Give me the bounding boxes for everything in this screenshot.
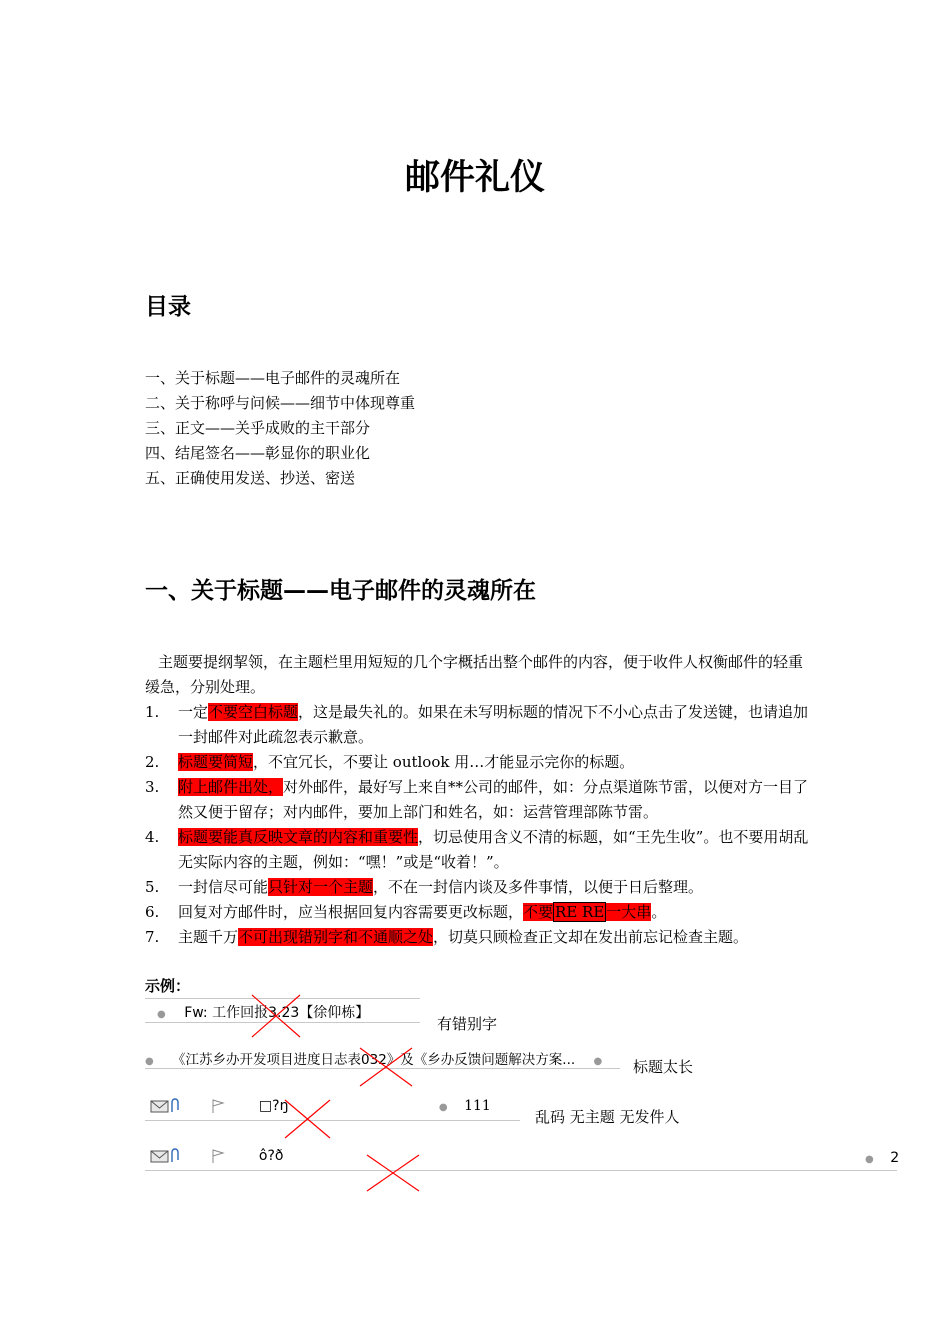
- item-number: 6.: [145, 903, 160, 921]
- cross-mark-icon: [252, 995, 300, 1037]
- list-item: [145, 750, 810, 775]
- item-number: 5.: [145, 878, 160, 896]
- bullet-icon: ●: [157, 1009, 166, 1020]
- highlighted-text: 不要: [523, 903, 554, 921]
- envelope-attachment-icon: [150, 1148, 180, 1164]
- item-text: 对外邮件，最好写上来自**公司的邮件，如：分点渠道陈节雷，以便对方一目了然又便于留存；对内邮件，要加上部门和姓名，如：运营管理部陈节雷。: [178, 778, 809, 821]
- list-item: [145, 825, 810, 875]
- toc-item: 五、正确使用发送、抄送、密送: [145, 469, 356, 487]
- email-subject: 《江苏乡办开发项目进度日志表032》及《乡办反馈问题解决方案...: [172, 1052, 576, 1068]
- item-number: 3.: [145, 778, 160, 796]
- email-sender: 111: [464, 1098, 491, 1114]
- examples-label: 示例：: [145, 977, 191, 995]
- toc-item: 二、关于称呼与问候——细节中体现尊重: [145, 394, 416, 412]
- example-note: 乱码 无主题 无发件人: [535, 1108, 680, 1126]
- table-of-contents: [145, 366, 415, 491]
- row-divider: [145, 1120, 520, 1121]
- bullet-icon: ●: [438, 1102, 448, 1113]
- list-item: [145, 775, 810, 825]
- toc-item: 四、结尾签名——彰显你的职业化: [145, 444, 371, 462]
- item-text: ，切莫只顾检查正文却在发出前忘记检查主题。: [433, 928, 749, 946]
- highlighted-text: 不可出现错别字和不通顺之处: [238, 928, 434, 946]
- cross-mark-icon: [367, 1155, 419, 1191]
- email-date-fragment: 2: [890, 1150, 900, 1166]
- example-note: 标题太长: [633, 1058, 694, 1076]
- highlighted-text: 标题要简短: [178, 753, 254, 771]
- list-item: [145, 925, 810, 950]
- toc-item: 三、正文——关乎成败的主干部分: [145, 419, 371, 437]
- item-text: 一封信尽可能: [178, 878, 269, 896]
- bullet-icon: ●: [145, 1056, 154, 1067]
- cross-mark-icon: [285, 1100, 330, 1138]
- item-text: ，不宜冗长，不要让 outlook 用…才能显示完你的标题。: [253, 753, 635, 771]
- list-item: [145, 700, 810, 750]
- toc-item: 一、关于标题——电子邮件的灵魂所在: [145, 369, 401, 387]
- highlighted-text: RE RE: [555, 903, 605, 921]
- item-text: ，切忌使用含义不清的标题，如“王先生收”。也不要用胡乱无实际内容的主题，例如：“嘿！”或是“收着！”。: [178, 828, 809, 871]
- example-email-row: [150, 1148, 283, 1164]
- example-email-row-end: [865, 1150, 899, 1166]
- highlighted-text: 只针对一个主题: [268, 878, 374, 896]
- toc-heading: 目录: [145, 294, 191, 320]
- email-subject: □?ŋ: [258, 1098, 289, 1114]
- flag-icon: [210, 1148, 226, 1164]
- item-text: ，不在一封信内谈及多件事情，以便于日后整理。: [373, 878, 704, 896]
- cross-mark-icon: [360, 1048, 412, 1086]
- example-note: 有错别字: [437, 1015, 498, 1033]
- rules-list: [145, 700, 810, 950]
- row-divider: [145, 1170, 897, 1171]
- envelope-attachment-icon: [150, 1098, 180, 1114]
- item-text: ，这是最失礼的。如果在未写明标题的情况下不小心点击了发送键，也请追加一封邮件对此疏忽表示歉意。: [178, 703, 809, 746]
- item-number: 4.: [145, 828, 160, 846]
- highlighted-text: 不要空白标题: [208, 703, 299, 721]
- item-text: 一定: [178, 703, 209, 721]
- flag-icon: [210, 1098, 226, 1114]
- email-subject: Fw: 工作回报3.23【徐仰栋】: [184, 1005, 370, 1021]
- document-title: 邮件礼仪: [404, 158, 545, 198]
- email-subject: ô?ð: [258, 1148, 284, 1164]
- item-number: 1.: [145, 703, 160, 721]
- bullet-icon: ●: [593, 1056, 603, 1067]
- item-number: 7.: [145, 928, 160, 946]
- item-text: 主题千万: [178, 928, 239, 946]
- item-text: 。: [651, 903, 667, 921]
- highlighted-text: 标题要能真反映文章的内容和重要性: [178, 828, 419, 846]
- highlighted-text: 附上邮件出处，: [178, 778, 284, 796]
- section-heading: 一、关于标题——电子邮件的灵魂所在: [145, 578, 536, 604]
- highlighted-text: 一大串: [606, 903, 652, 921]
- item-text: 回复对方邮件时，应当根据回复内容需要更改标题，: [178, 903, 524, 921]
- item-number: 2.: [145, 753, 160, 771]
- section-intro: 主题要提纲挈领，在主题栏里用短短的几个字概括出整个邮件的内容，便于收件人权衡邮件的轻重缓急，分别处理。: [145, 653, 804, 696]
- list-item: [145, 900, 810, 925]
- bullet-icon: ●: [865, 1154, 874, 1165]
- list-item: [145, 875, 810, 900]
